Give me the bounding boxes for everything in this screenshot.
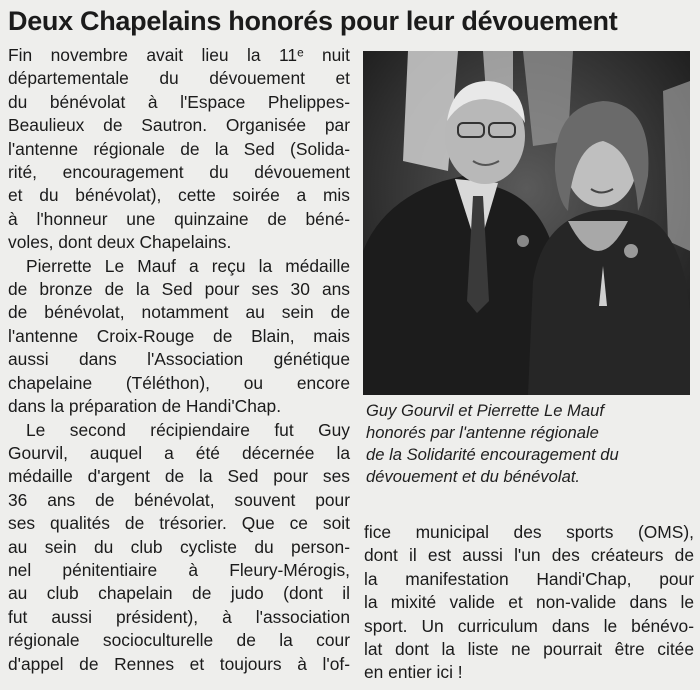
body-text-line: 36 ans de bénévolat, souvent pour (8, 489, 350, 510)
body-text-line: départementale du dévouement et (8, 68, 350, 89)
body-text-line: dans la préparation de Handi'Chap. (8, 396, 282, 417)
body-text-line: à l'honneur une quinzaine de béné- (8, 208, 350, 229)
caption-line: honorés par l'antenne régionale (366, 423, 599, 442)
caption-line: Guy Gourvil et Pierrette Le Mauf (366, 401, 604, 420)
body-text-line: du bénévolat à l'Espace Phelippes- (8, 91, 350, 112)
body-text-line: la mixité valide et non-valide dans le (364, 592, 694, 613)
body-text-line: fice municipal des sports (OMS), (364, 522, 694, 542)
body-text-line: sport. Un curriculum dans le bénévo- (364, 615, 694, 636)
body-text-line: de bénévolat, notamment au sein de (8, 302, 350, 323)
body-text-line: rité, encouragement du dévouement (8, 162, 350, 183)
body-text-line: au sein du club cycliste du person- (8, 536, 350, 557)
body-text-line: d'appel de Rennes et toujours à l'of- (8, 653, 350, 674)
body-text-line: au club chapelain de judo (dont il (8, 583, 350, 604)
body-text-line: Pierrette Le Mauf a reçu la médaille (26, 255, 350, 276)
body-text-line: en entier ici ! (364, 662, 463, 683)
photo-illustration (363, 51, 690, 395)
body-text-line: chapelaine (Téléthon), ou encore (8, 372, 350, 393)
headline: Deux Chapelains honorés pour leur dévouement (8, 6, 618, 36)
body-text-line: nel pénitentiaire à Fleury-Mérogis, (8, 559, 350, 580)
body-text-line: Fin novembre avait lieu la 11ᵉ nuit (8, 45, 350, 65)
body-text-line: et du bénévolat), cette soirée a mis (8, 185, 350, 206)
article-left-column (8, 44, 350, 676)
body-text-line: fut aussi président), à l'association (8, 606, 350, 627)
body-text-line: voles, dont deux Chapelains. (8, 232, 232, 253)
body-text-line: Beaulieux de Sautron. Organisée par (8, 115, 350, 136)
body-text-line: régionale socioculturelle de la cour (8, 630, 350, 651)
body-text-line: médaille d'argent de la Sed pour ses (8, 466, 350, 487)
body-text-line: l'antenne régionale de la Sed (Solida- (8, 138, 350, 159)
body-text-line: aussi dans l'Association génétique (8, 349, 350, 370)
caption-line: dévouement et du bénévolat. (366, 467, 581, 486)
body-text-line: ses qualités de trésorier. Que ce soit (8, 513, 350, 534)
body-text-line: la manifestation Handi'Chap, pour (364, 568, 694, 589)
body-text-line: Gourvil, auquel a été décernée la (8, 442, 350, 463)
body-text-line: de bronze de la Sed pour ses 30 ans (8, 279, 350, 300)
body-text-line: Le second récipiendaire fut Guy (26, 419, 350, 440)
caption-line: de la Solidarité encouragement du (366, 445, 619, 464)
photo-caption (366, 400, 696, 488)
body-text-line: lat dont la liste ne pourrait être citée (364, 639, 694, 660)
body-text-line: l'antenne Croix-Rouge de Blain, mais (8, 325, 350, 346)
article-right-column (364, 521, 694, 685)
body-text-line: dont il est aussi l'un des créateurs de (364, 545, 694, 566)
photo-guy-gourvil-pierrette-le-mauf (363, 51, 690, 395)
